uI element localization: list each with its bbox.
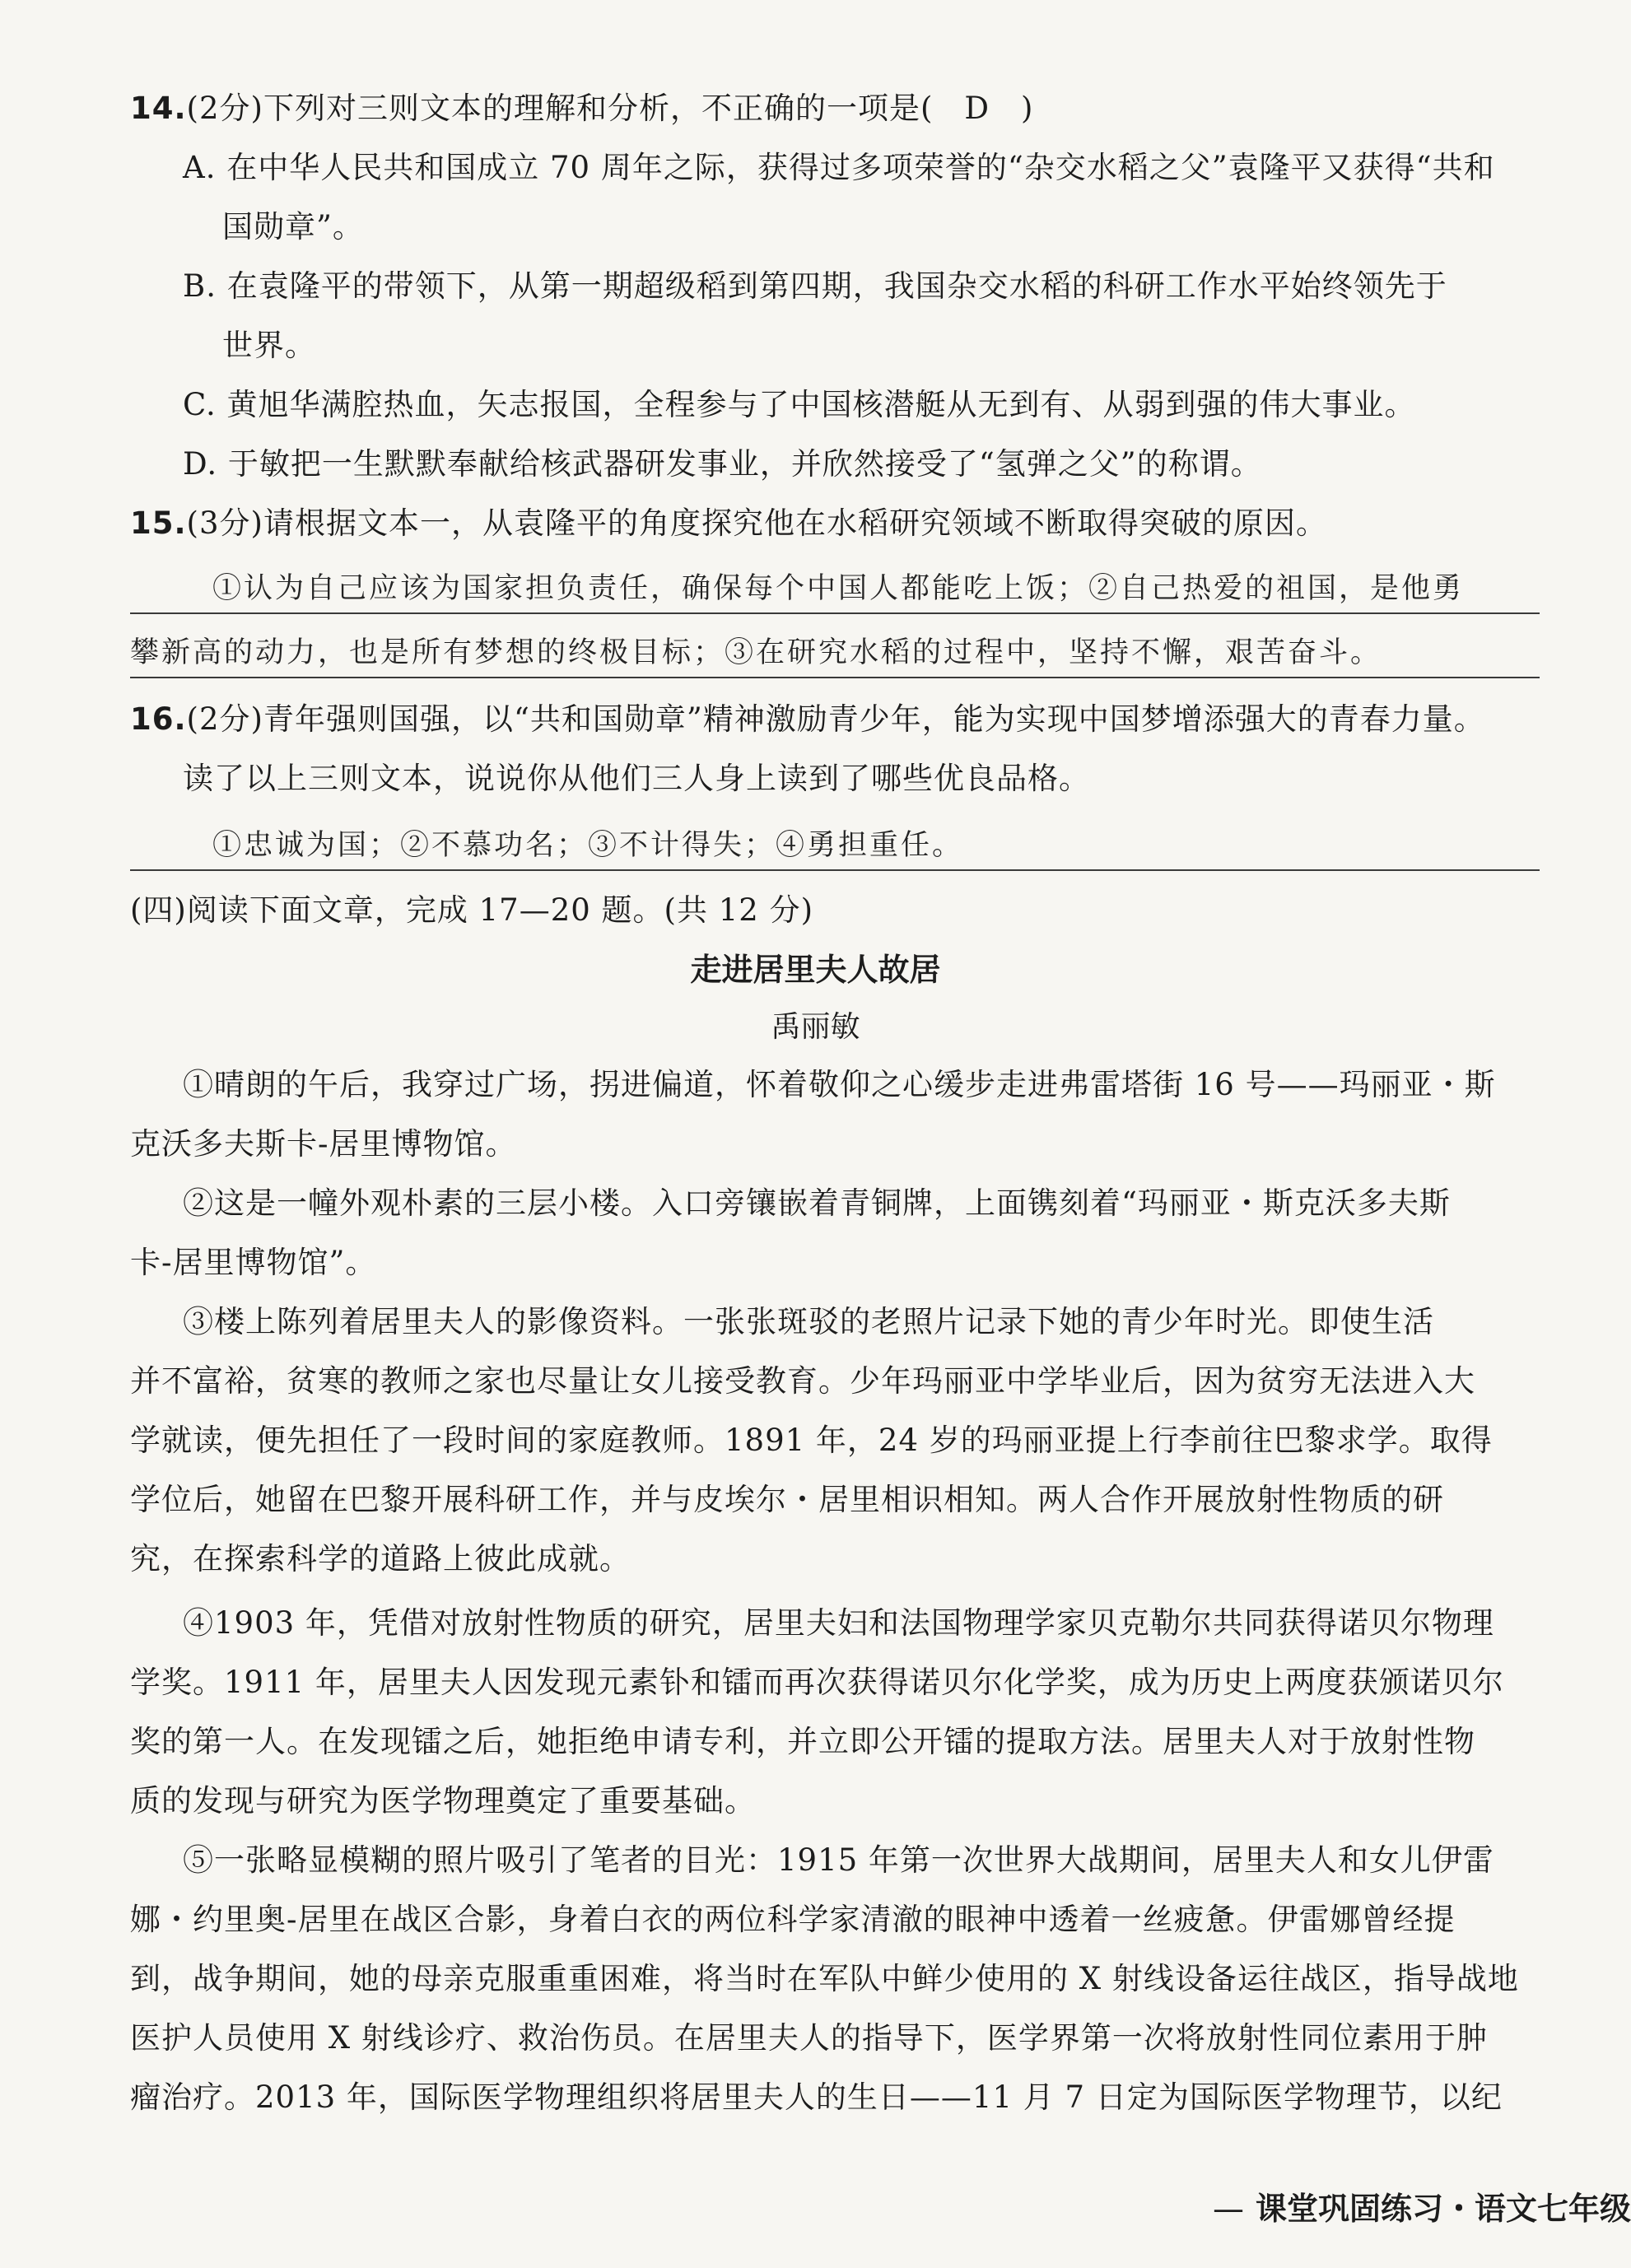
article-title: 走进居里夫人故居 (690, 952, 941, 988)
article-author: 禹丽敏 (771, 1010, 860, 1044)
paragraph-5-cont: 医护人员使用 X 射线诊疗、救治伤员。在居里夫人的指导下，医学界第一次将放射性同位素用于肿 (130, 2020, 1488, 2056)
footer-dash: — (1212, 2191, 1244, 2227)
answer-rule (130, 677, 1540, 678)
paragraph-2-cont: 卡-居里博物馆”。 (130, 1245, 377, 1280)
paragraph-4-cont: 学奖。1911 年，居里夫人因发现元素钋和镭而再次获得诺贝尔化学奖，成为历史上两度获颁诺贝尔 (130, 1665, 1504, 1700)
section-heading: (四)阅读下面文章，完成 17—20 题。(共 12 分) (130, 892, 814, 928)
q15-answer-line-1: ①认为自己应该为国家担负责任，确保每个中国人都能吃上饭；②自己热爱的祖国，是他勇 (212, 572, 1465, 605)
paragraph-2: ②这是一幢外观朴素的三层小楼。入口旁镶嵌着青铜牌，上面镌刻着“玛丽亚・斯克沃多夫斯 (183, 1185, 1451, 1221)
paragraph-4: ④1903 年，凭借对放射性物质的研究，居里夫妇和法国物理学家贝克勒尔共同获得诺贝尔物理 (183, 1605, 1494, 1641)
footer-text: 课堂巩固练习・语文七年级 (1255, 2191, 1631, 2227)
paragraph-1: ①晴朗的午后，我穿过广场，拐进偏道，怀着敬仰之心缓步走进弗雷塔街 16 号——玛丽亚・斯 (183, 1067, 1496, 1102)
q15-answer-line-2: 攀新高的动力，也是所有梦想的终极目标；③在研究水稻的过程中，坚持不懈，艰苦奋斗。 (130, 636, 1382, 669)
paragraph-4-cont: 奖的第一人。在发现镭之后，她拒绝申请专利，并立即公开镭的提取方法。居里夫人对于放射性物 (130, 1724, 1475, 1759)
paragraph-3-cont: 并不富裕，贫寒的教师之家也尽量让女儿接受教育。少年玛丽亚中学毕业后，因为贫穷无法进入大 (130, 1363, 1475, 1399)
paragraph-5-cont: 到，战争期间，她的母亲克服重重困难，将当时在军队中鲜少使用的 X 射线设备运往战区，指导战地 (130, 1961, 1519, 1996)
paragraph-3: ③楼上陈列着居里夫人的影像资料。一张张斑驳的老照片记录下她的青少年时光。即使生活 (183, 1304, 1434, 1339)
q14-option-b: B. 在袁隆平的带领下，从第一期超级稻到第四期，我国杂交水稻的科研工作水平始终领先于 (183, 268, 1447, 304)
paragraph-1-cont: 克沃多夫斯卡-居里博物馆。 (130, 1126, 517, 1162)
q14-option-b-cont: 世界。 (222, 328, 316, 363)
page-footer (1213, 2187, 1631, 2230)
q15-stem: 15.(3分)请根据文本一，从袁隆平的角度探究他在水稻研究领域不断取得突破的原因。 (130, 505, 1327, 541)
q14-stem: 14.(2分)下列对三则文本的理解和分析，不正确的一项是( D ) (130, 91, 1034, 126)
paragraph-5: ⑤一张略显模糊的照片吸引了笔者的目光：1915 年第一次世界大战期间，居里夫人和女儿伊雷 (183, 1842, 1494, 1878)
answer-rule (130, 612, 1540, 614)
q14-option-d: D. 于敏把一生默默奉献给核武器研发事业，并欣然接受了“氢弹之父”的称谓。 (183, 446, 1262, 482)
q16-stem-cont: 读了以上三则文本，说说你从他们三人身上读到了哪些优良品格。 (183, 761, 1090, 796)
q16-answer: ①忠诚为国；②不慕功名；③不计得失；④勇担重任。 (212, 829, 964, 862)
paragraph-5-cont: 娜・约里奥-居里在战区合影，身着白衣的两位科学家清澈的眼神中透着一丝疲惫。伊雷娜曾经提 (130, 1902, 1456, 1937)
q14-number: 14. (130, 91, 187, 126)
q14-option-a-cont: 国勋章”。 (222, 209, 364, 244)
paragraph-3-cont: 究，在探索科学的道路上彼此成就。 (130, 1541, 631, 1576)
paragraph-5-cont: 瘤治疗。2013 年，国际医学物理组织将居里夫人的生日——11 月 7 日定为国际医学物理节，以纪 (130, 2079, 1503, 2115)
q16-stem: 16.(2分)青年强则国强，以“共和国勋章”精神激励青少年，能为实现中国梦增添强大的青春力量。 (130, 701, 1485, 737)
paragraph-4-cont: 质的发现与研究为医学物理奠定了重要基础。 (130, 1783, 756, 1819)
q16-number: 16. (130, 701, 187, 737)
paragraph-3-cont: 学就读，便先担任了一段时间的家庭教师。1891 年，24 岁的玛丽亚提上行李前往巴黎求学。取得 (130, 1423, 1493, 1458)
q15-number: 15. (130, 505, 187, 541)
paragraph-3-cont: 学位后，她留在巴黎开展科研工作，并与皮埃尔・居里相识相知。两人合作开展放射性物质的研 (130, 1482, 1444, 1517)
answer-rule (130, 869, 1540, 871)
q14-option-a: A. 在中华人民共和国成立 70 周年之际，获得过多项荣誉的“杂交水稻之父”袁隆平又获得“共和 (183, 150, 1495, 185)
q14-option-c: C. 黄旭华满腔热血，矢志报国，全程参与了中国核潜艇从无到有、从弱到强的伟大事业。 (183, 387, 1416, 422)
